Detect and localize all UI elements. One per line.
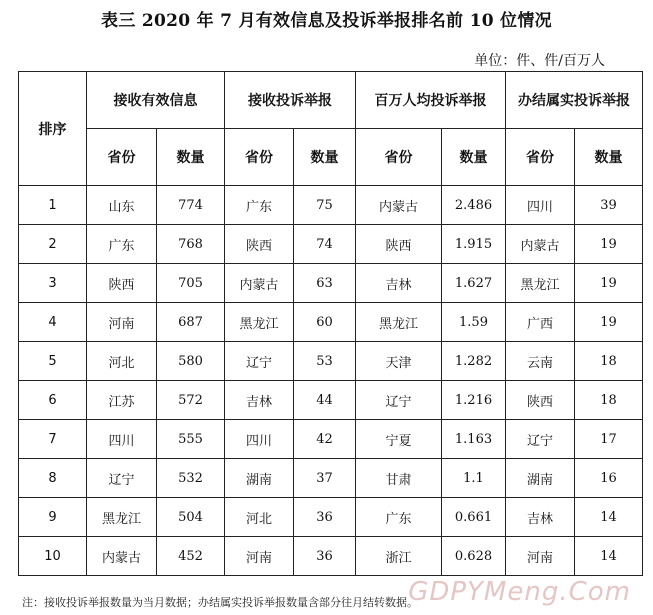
province-header: 省份	[356, 129, 442, 186]
group-header-valid-info: 接收有效信息	[87, 72, 225, 129]
province-cell: 江苏	[87, 381, 157, 420]
count-header: 数量	[575, 129, 643, 186]
count-cell: 2.486	[442, 186, 506, 225]
unit-label: 单位：件、件/百万人	[474, 53, 605, 69]
watermark-logo: GDPYMeng.Com	[408, 577, 631, 607]
group-header-complaints: 接收投诉举报	[225, 72, 356, 129]
province-cell: 四川	[506, 186, 575, 225]
rank-header: 排序	[19, 72, 87, 186]
province-cell: 黑龙江	[356, 303, 442, 342]
province-cell: 河北	[87, 342, 157, 381]
province-cell: 浙江	[356, 537, 442, 576]
count-cell: 687	[157, 303, 225, 342]
rank-cell: 4	[19, 303, 87, 342]
table-row	[19, 420, 643, 459]
count-cell: 18	[575, 381, 643, 420]
table-row	[19, 303, 643, 342]
table-row	[19, 225, 643, 264]
province-cell: 陕西	[356, 225, 442, 264]
count-cell: 580	[157, 342, 225, 381]
province-cell: 吉林	[506, 498, 575, 537]
province-cell: 广东	[87, 225, 157, 264]
province-cell: 天津	[356, 342, 442, 381]
count-cell: 74	[294, 225, 356, 264]
count-cell: 14	[575, 498, 643, 537]
count-cell: 1.59	[442, 303, 506, 342]
count-cell: 555	[157, 420, 225, 459]
header-row-groups	[19, 72, 643, 129]
count-cell: 532	[157, 459, 225, 498]
count-cell: 17	[575, 420, 643, 459]
province-cell: 陕西	[506, 381, 575, 420]
group-header-verified: 办结属实投诉举报	[506, 72, 643, 129]
count-header: 数量	[442, 129, 506, 186]
rank-cell: 8	[19, 459, 87, 498]
province-cell: 内蒙古	[356, 186, 442, 225]
rank-cell: 3	[19, 264, 87, 303]
province-cell: 四川	[87, 420, 157, 459]
count-cell: 572	[157, 381, 225, 420]
table-row	[19, 537, 643, 576]
rank-cell: 6	[19, 381, 87, 420]
province-cell: 黑龙江	[87, 498, 157, 537]
table-title: 表三 2020 年 7 月有效信息及投诉举报排名前 10 位情况	[101, 11, 552, 31]
province-cell: 辽宁	[356, 381, 442, 420]
ranking-table	[18, 71, 643, 576]
count-cell: 19	[575, 264, 643, 303]
province-cell: 吉林	[356, 264, 442, 303]
province-cell: 河北	[225, 498, 294, 537]
province-cell: 辽宁	[87, 459, 157, 498]
table-row	[19, 498, 643, 537]
count-cell: 14	[575, 537, 643, 576]
province-header: 省份	[225, 129, 294, 186]
province-cell: 内蒙古	[87, 537, 157, 576]
count-cell: 1.216	[442, 381, 506, 420]
count-cell: 36	[294, 537, 356, 576]
count-cell: 768	[157, 225, 225, 264]
province-cell: 广西	[506, 303, 575, 342]
province-cell: 内蒙古	[506, 225, 575, 264]
count-cell: 39	[575, 186, 643, 225]
count-cell: 16	[575, 459, 643, 498]
header-row-sub	[19, 129, 643, 186]
count-cell: 37	[294, 459, 356, 498]
province-cell: 陕西	[87, 264, 157, 303]
count-cell: 42	[294, 420, 356, 459]
province-cell: 四川	[225, 420, 294, 459]
table-row	[19, 342, 643, 381]
province-cell: 河南	[87, 303, 157, 342]
count-cell: 60	[294, 303, 356, 342]
rank-cell: 10	[19, 537, 87, 576]
group-header-per-million: 百万人均投诉举报	[356, 72, 506, 129]
count-cell: 1.282	[442, 342, 506, 381]
province-cell: 广东	[225, 186, 294, 225]
count-cell: 1.163	[442, 420, 506, 459]
rank-cell: 7	[19, 420, 87, 459]
rank-cell: 9	[19, 498, 87, 537]
province-cell: 吉林	[225, 381, 294, 420]
count-cell: 1.915	[442, 225, 506, 264]
province-cell: 陕西	[225, 225, 294, 264]
count-cell: 63	[294, 264, 356, 303]
table-body	[19, 72, 643, 576]
count-header: 数量	[157, 129, 225, 186]
rank-cell: 2	[19, 225, 87, 264]
province-cell: 辽宁	[506, 420, 575, 459]
province-cell: 广东	[356, 498, 442, 537]
province-cell: 宁夏	[356, 420, 442, 459]
count-cell: 452	[157, 537, 225, 576]
province-cell: 湖南	[506, 459, 575, 498]
count-cell: 705	[157, 264, 225, 303]
count-cell: 18	[575, 342, 643, 381]
province-cell: 辽宁	[225, 342, 294, 381]
count-cell: 774	[157, 186, 225, 225]
province-cell: 河南	[506, 537, 575, 576]
province-header: 省份	[87, 129, 157, 186]
province-cell: 甘肃	[356, 459, 442, 498]
count-header: 数量	[294, 129, 356, 186]
rank-cell: 1	[19, 186, 87, 225]
table-row	[19, 264, 643, 303]
province-cell: 云南	[506, 342, 575, 381]
count-cell: 0.628	[442, 537, 506, 576]
province-cell: 内蒙古	[225, 264, 294, 303]
footnote: 注：接收投诉举报数量为当月数据；办结属实投诉举报数量含部分往月结转数据。	[22, 596, 418, 609]
province-cell: 湖南	[225, 459, 294, 498]
table-row	[19, 186, 643, 225]
count-cell: 19	[575, 303, 643, 342]
count-cell: 0.661	[442, 498, 506, 537]
rank-cell: 5	[19, 342, 87, 381]
province-cell: 黑龙江	[506, 264, 575, 303]
count-cell: 504	[157, 498, 225, 537]
table-row	[19, 459, 643, 498]
province-header: 省份	[506, 129, 575, 186]
count-cell: 44	[294, 381, 356, 420]
province-cell: 黑龙江	[225, 303, 294, 342]
count-cell: 75	[294, 186, 356, 225]
count-cell: 19	[575, 225, 643, 264]
count-cell: 1.1	[442, 459, 506, 498]
count-cell: 53	[294, 342, 356, 381]
province-cell: 山东	[87, 186, 157, 225]
count-cell: 36	[294, 498, 356, 537]
province-cell: 河南	[225, 537, 294, 576]
table-row	[19, 381, 643, 420]
count-cell: 1.627	[442, 264, 506, 303]
